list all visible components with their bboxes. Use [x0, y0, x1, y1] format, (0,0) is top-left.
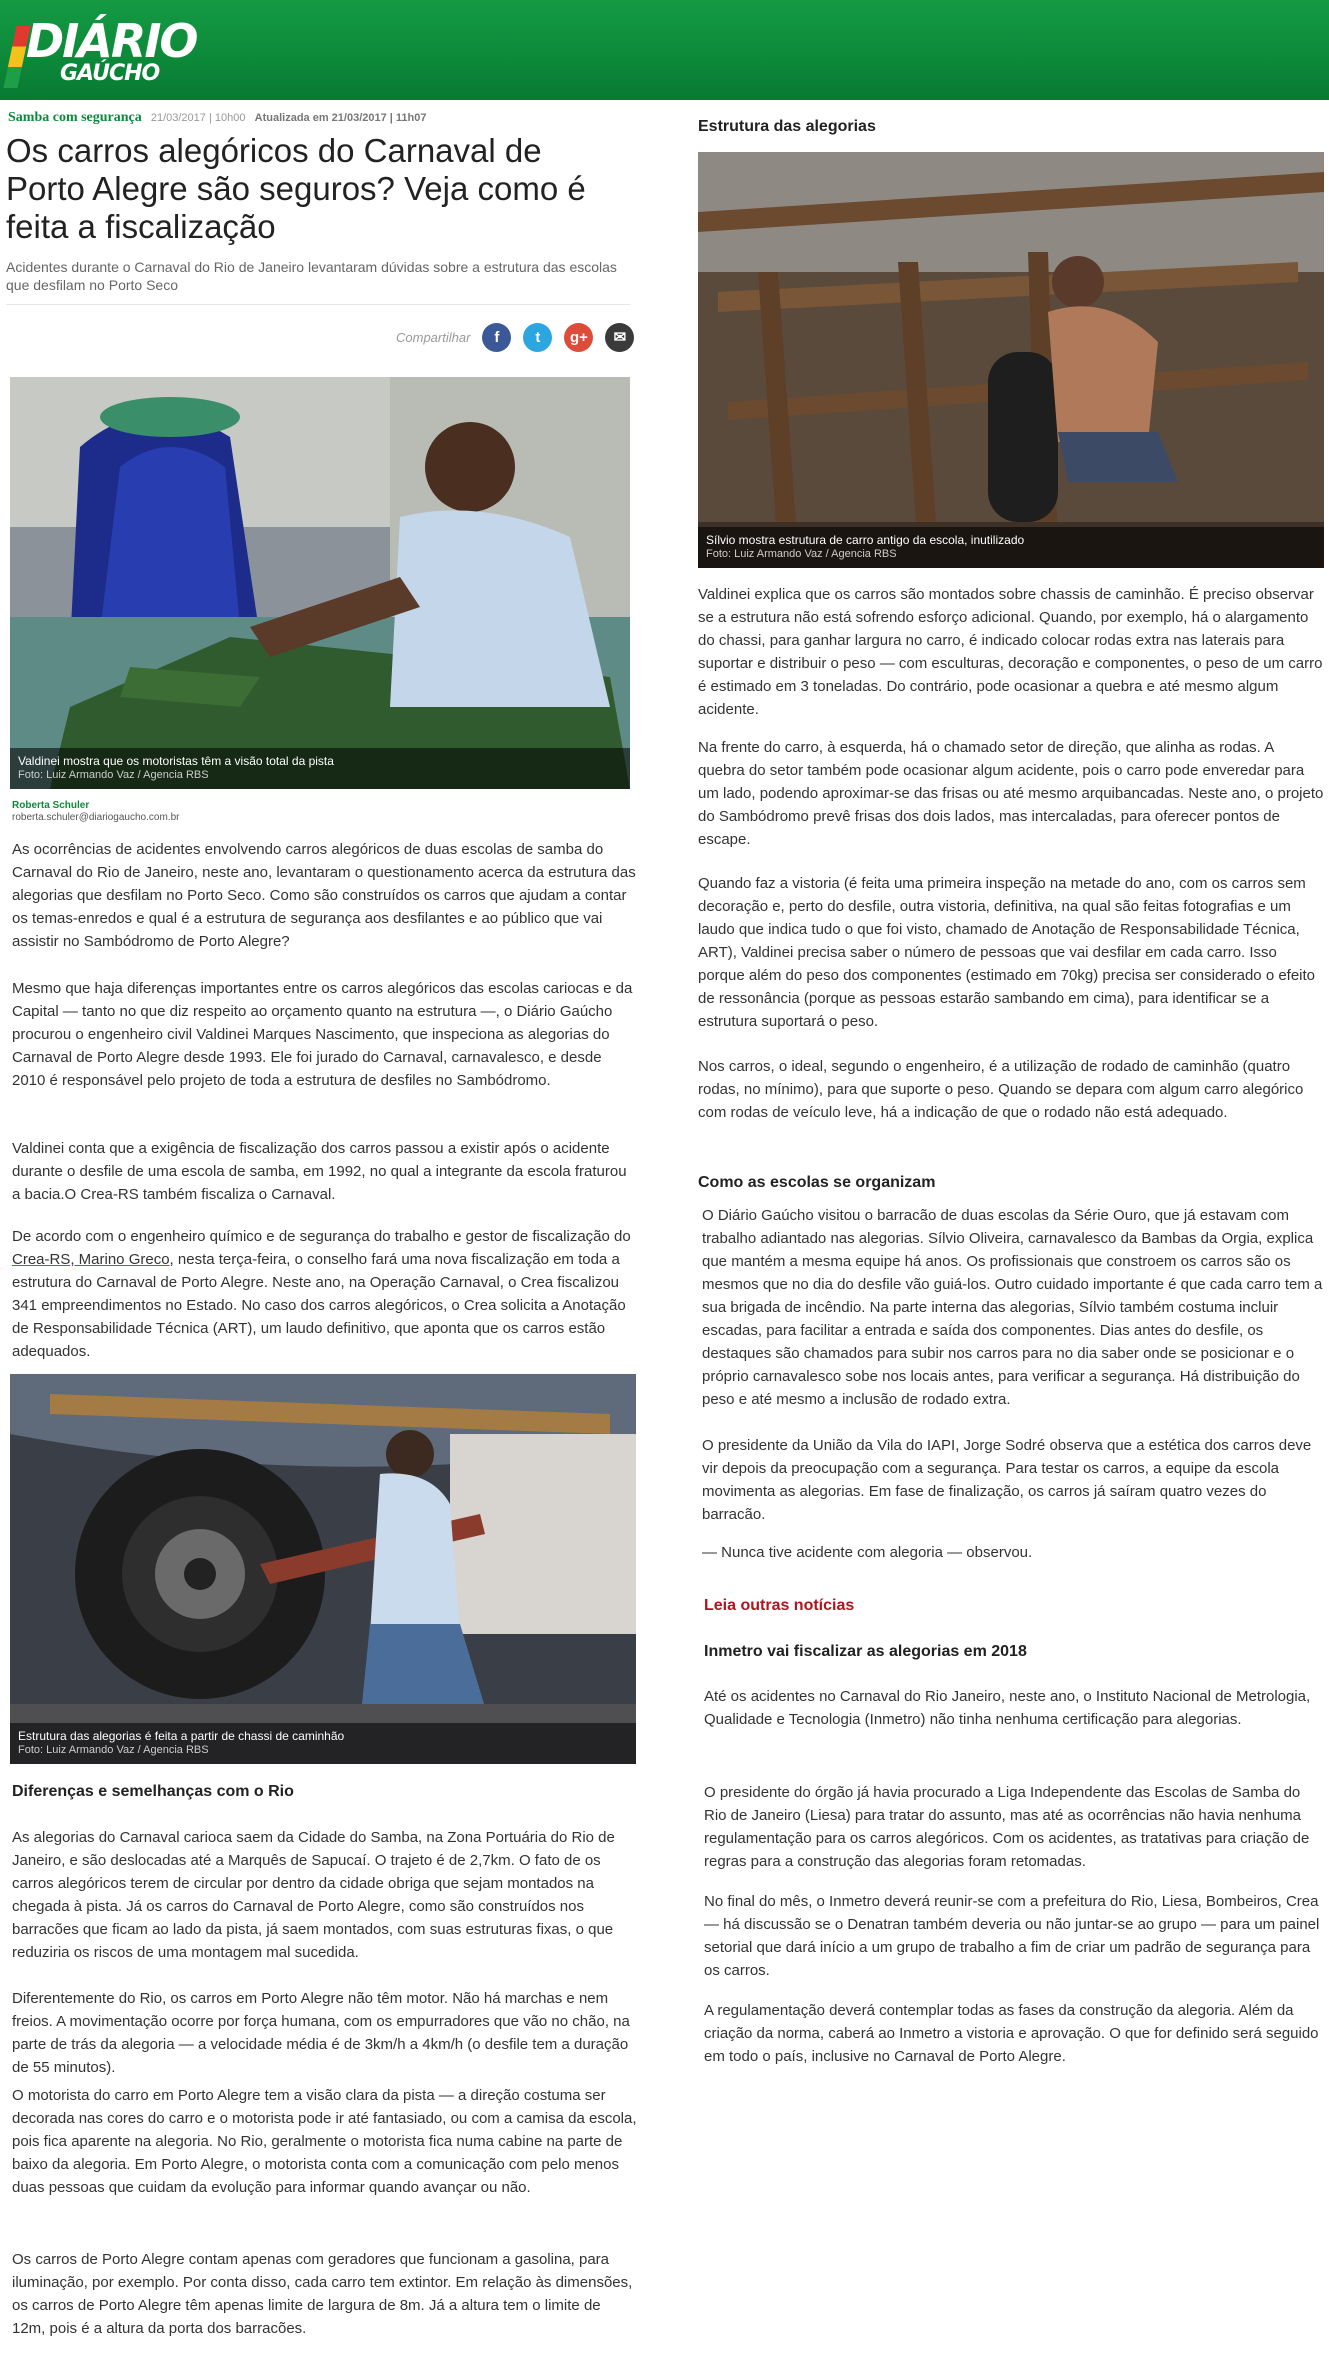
paragraph: Valdinei explica que os carros são montados sobre chassis de caminhão. É preciso observar se a estrutura não está sofrendo esforço adicional. Quando, por exemplo, há o alargamento do chassi, para ganhar largura no carro, é indicado colocar rodas extra nas laterais para suportar e distribuir o peso — com esculturas, decoração e componentes, o peso de um carro é estimado em 3 toneladas. Do contrário, pode ocasionar a quebra e até mesmo algum acidente.: [698, 586, 1323, 718]
photo-silvio[interactable]: [698, 152, 1324, 568]
paragraph: A regulamentação deverá contemplar todas as fases da construção da alegoria. Além da criação da norma, caberá ao Inmetro a vistoria e aprovação. O que for definido será seguido em todo o país, inclusive no Carnaval de Porto Alegre.: [704, 2002, 1319, 2065]
caption-text: Sílvio mostra estrutura de carro antigo da escola, inutilizado: [706, 533, 1025, 547]
more-news-link[interactable]: Leia outras notícias: [704, 1597, 855, 1614]
photo-caption: [698, 527, 1324, 568]
photo-caption: [10, 748, 630, 789]
facebook-icon[interactable]: f: [482, 323, 511, 352]
paragraph: Quando faz a vistoria (é feita uma primeira inspeção na metade do ano, com os carros sem decoração e, perto do desfile, outra vistoria, definitiva, na qual são feitas fotografias e um laudo que indica tudo o que foi visto, chamado de Anotação de Responsabilidade Técnica, ART), Valdinei precisa saber o número de pessoas que vai desfilar em cada carro. Isso porque além do peso dos componentes (estimado em 70kg) precisa ser considerado o efeito de ressonância (porque as pessoas estarão sambando em cima), para identificar se a estrutura suportará o peso.: [698, 875, 1316, 1030]
paragraph: As ocorrências de acidentes envolvendo carros alegóricos de duas escolas de samba do Carnaval do Rio de Janeiro, neste ano, levantaram o questionamento acerca da estrutura das alegorias que desfilam no Porto Seco. Como são construídos os carros que ajudam a contar os temas-enredos e qual é a estrutura de segurança aos desfilantes e ao público que vai assistir no Sambódromo de Porto Alegre?: [12, 841, 636, 950]
logo-sub-text: GAÚCHO: [60, 61, 160, 86]
caption-credit: Foto: Luiz Armando Vaz / Agencia RBS: [706, 548, 897, 560]
site-header: [0, 0, 1329, 100]
caption-credit: Foto: Luiz Armando Vaz / Agencia RBS: [18, 769, 209, 781]
section-heading: Inmetro vai fiscalizar as alegorias em 2018: [704, 1643, 1027, 1660]
paragraph: Nos carros, o ideal, segundo o engenheiro, é a utilização de rodado de caminhão (quatro rodas, no mínimo), para que suporte o peso. Quando se depara com algum carro alegórico com rodas de veículo leve, há a indicação de que o rodado não está adequado.: [698, 1058, 1304, 1121]
paragraph-text: , nesta terça-feira, o conselho fará uma nova fiscalização em toda a estrutura do Carnaval de Porto Alegre. Neste ano, na Operação Carnaval, o Crea fiscalizou 341 empreendimentos no Estado. No caso dos carros alegóricos, o Crea solicita a Anotação de Responsabilidade Técnica (ART), um laudo definitivo, que aponta que os carros estão adequados.: [12, 1251, 626, 1360]
photo-valdinei-image: [10, 377, 630, 789]
google-plus-icon[interactable]: g+: [564, 323, 593, 352]
author-email[interactable]: roberta.schuler@diariogaucho.com.br: [12, 812, 180, 823]
paragraph: Diferentemente do Rio, os carros em Porto Alegre não têm motor. Não há marchas e nem freios. A movimentação ocorre por força humana, com os empurradores que vão no chão, na parte de trás da alegoria — a velocidade média é de 3km/h a 4km/h (o desfile tem a duração de 55 minutos).: [12, 1990, 630, 2076]
section-heading: Estrutura das alegorias: [698, 118, 876, 135]
share-label: Compartilhar: [396, 329, 471, 345]
article-subtitle: Acidentes durante o Carnaval do Rio de Janeiro levantaram dúvidas sobre a estrutura das escolas que desfilam no Porto Seco: [6, 259, 617, 293]
photo-caption: [10, 1723, 636, 1764]
paragraph: O motorista do carro em Porto Alegre tem a visão clara da pista — a direção costuma ser decorada nas cores do carro e o motorista pode ir até fantasiado, ou com a camisa da escola, pois fica aparente na alegoria. No Rio, geralmente o motorista fica numa cabine na parte de baixo da alegoria. Em Porto Alegre, o motorista conta com a comunicação com pelo menos duas pessoas que cuidam da evolução para informar quando avançar ou não.: [12, 2087, 637, 2196]
paragraph: Valdinei conta que a exigência de fiscalização dos carros passou a existir após o acidente durante o desfile de uma escola de samba, em 1992, no qual a integrante da escola fraturou a bacia.O Crea-RS também fiscaliza o Carnaval.: [12, 1140, 627, 1203]
section-heading: Como as escolas se organizam: [698, 1174, 936, 1191]
photo-chassi-image: [10, 1374, 636, 1764]
author-name[interactable]: Roberta Schuler: [12, 800, 90, 811]
paragraph: No final do mês, o Inmetro deverá reunir-se com a prefeitura do Rio, Liesa, Bombeiros, Crea — há discussão se o Denatran também deveria ou não juntar-se ao grupo — para um painel setorial que dará início a um grupo de trabalho a fim de criar um padrão de segurança para os carros.: [704, 1893, 1320, 1979]
caption-credit: Foto: Luiz Armando Vaz / Agencia RBS: [18, 1744, 209, 1756]
share-bar: [396, 322, 646, 352]
paragraph: Os carros de Porto Alegre contam apenas com geradores que funcionam a gasolina, para iluminação, por exemplo. Por conta disso, cada carro tem extintor. Em relação às dimensões, os carros de Porto Alegre têm apenas limite de largura de 8m. Já a altura tem o limite de 12m, pois é a altura da porta dos barracões.: [12, 2251, 633, 2337]
article-title: Os carros alegóricos do Carnaval de Porto Alegre são seguros? Veja como é feita a fiscalização: [6, 132, 586, 245]
paragraph: Na frente do carro, à esquerda, há o chamado setor de direção, que alinha as rodas. A quebra do setor também pode ocasionar algum acidente, pois o carro pode enveredar para um lado, podendo aproximar-se das frisas ou até mesmo arquibancadas. Neste ano, o projeto do Sambódromo prevê frisas dos dois lados, mas intercaladas, para oferecer pontos de escape.: [698, 739, 1324, 848]
photo-silvio-image: [698, 152, 1324, 568]
section-heading: Diferenças e semelhanças com o Rio: [12, 1783, 294, 1800]
article-meta: [8, 110, 427, 126]
paragraph: — Nunca tive acidente com alegoria — observou.: [702, 1544, 1033, 1561]
paragraph-text: De acordo com o engenheiro químico e de segurança do trabalho e gestor de fiscalização do: [12, 1228, 631, 1245]
paragraph: As alegorias do Carnaval carioca saem da Cidade do Samba, na Zona Portuária do Rio de Janeiro, e são deslocadas até a Marquês de Sapucaí. O trajeto é de 2,7km. O fato de os carros alegóricos terem de circular por dentro da cidade obriga que sejam montados na chegada à pista. Já os carros do Carnaval de Porto Alegre, como são construídos nos barracões que ficam ao lado da pista, já saem montados, com suas estruturas fixas, o que reduziria os riscos de uma montagem mal sucedida.: [12, 1829, 615, 1961]
updated-date: Atualizada em 21/03/2017 | 11h07: [254, 112, 427, 124]
site-logo[interactable]: [8, 14, 197, 92]
paragraph: Mesmo que haja diferenças importantes entre os carros alegóricos das escolas cariocas e da Capital — tanto no que diz respeito ao orçamento quanto na estrutura —, o Diário Gaúcho procurou o engenheiro civil Valdinei Marques Nascimento, que inspeciona as alegorias do Carnaval de Porto Alegre desde 1993. Ele foi jurado do Carnaval, carnavalesco, e desde 2010 é responsável pelo projeto de toda a estrutura de desfiles no Sambódromo.: [12, 980, 633, 1089]
paragraph: O Diário Gaúcho visitou o barracão de duas escolas da Série Ouro, que já estavam com trabalho adiantado nas alegorias. Sílvio Oliveira, carnavalesco da Bambas da Orgia, explica que mantém a mesma equipe há anos. Os profissionais que constroem os carros são os mesmos que no dia do desfile vão guiá-los. Outro cuidado importante é que cada carro tem a sua brigada de incêndio. Na parte interna das alegorias, Sílvio também costuma incluir escadas, para facilitar a entrada e saída dos componentes. Dias antes do desfile, os destaques são chamados para subir nos carros para no dia saber onde se posicionar e o próprio carnavalesco sobe nos locais antes, para verificar a segurança. Há distribuição do peso e até mesmo a inclusão de rodado extra.: [702, 1207, 1323, 1408]
paragraph: O presidente do órgão já havia procurado a Liga Independente das Escolas de Samba do Rio de Janeiro (Liesa) para tratar do assunto, mas até as ocorrências não havia nenhuma regulamentação para os carros alegóricos. Com os acidentes, as tratativas para criação de regras para a construção das alegorias foram retomadas.: [704, 1784, 1310, 1870]
publish-date: 21/03/2017 | 10h00: [150, 112, 246, 124]
divider: [6, 304, 630, 305]
category-link[interactable]: Samba com segurança: [8, 110, 142, 125]
author-block: [12, 800, 179, 824]
email-icon[interactable]: ✉: [605, 323, 634, 352]
photo-valdinei[interactable]: [10, 377, 630, 789]
logo-main-text: DIÁRIO: [26, 14, 197, 68]
photo-chassi[interactable]: [10, 1374, 636, 1764]
caption-text: Estrutura das alegorias é feita a partir de chassi de caminhão: [18, 1729, 345, 1743]
paragraph: Até os acidentes no Carnaval do Rio Janeiro, neste ano, o Instituto Nacional de Metrologia, Qualidade e Tecnologia (Inmetro) não tinha nenhuma certificação para alegorias.: [704, 1688, 1311, 1728]
paragraph: [12, 1225, 638, 1363]
twitter-icon[interactable]: t: [523, 323, 552, 352]
paragraph: O presidente da União da Vila do IAPI, Jorge Sodré observa que a estética dos carros deve vir depois da preocupação com a segurança. Para testar os carros, a equipe da escola movimenta as alegorias. Em fase de finalização, os carros já saíram quatro vezes do barracão.: [702, 1437, 1312, 1523]
caption-text: Valdinei mostra que os motoristas têm a visão total da pista: [18, 754, 334, 768]
crea-link[interactable]: Crea-RS, Marino Greco: [12, 1251, 170, 1268]
